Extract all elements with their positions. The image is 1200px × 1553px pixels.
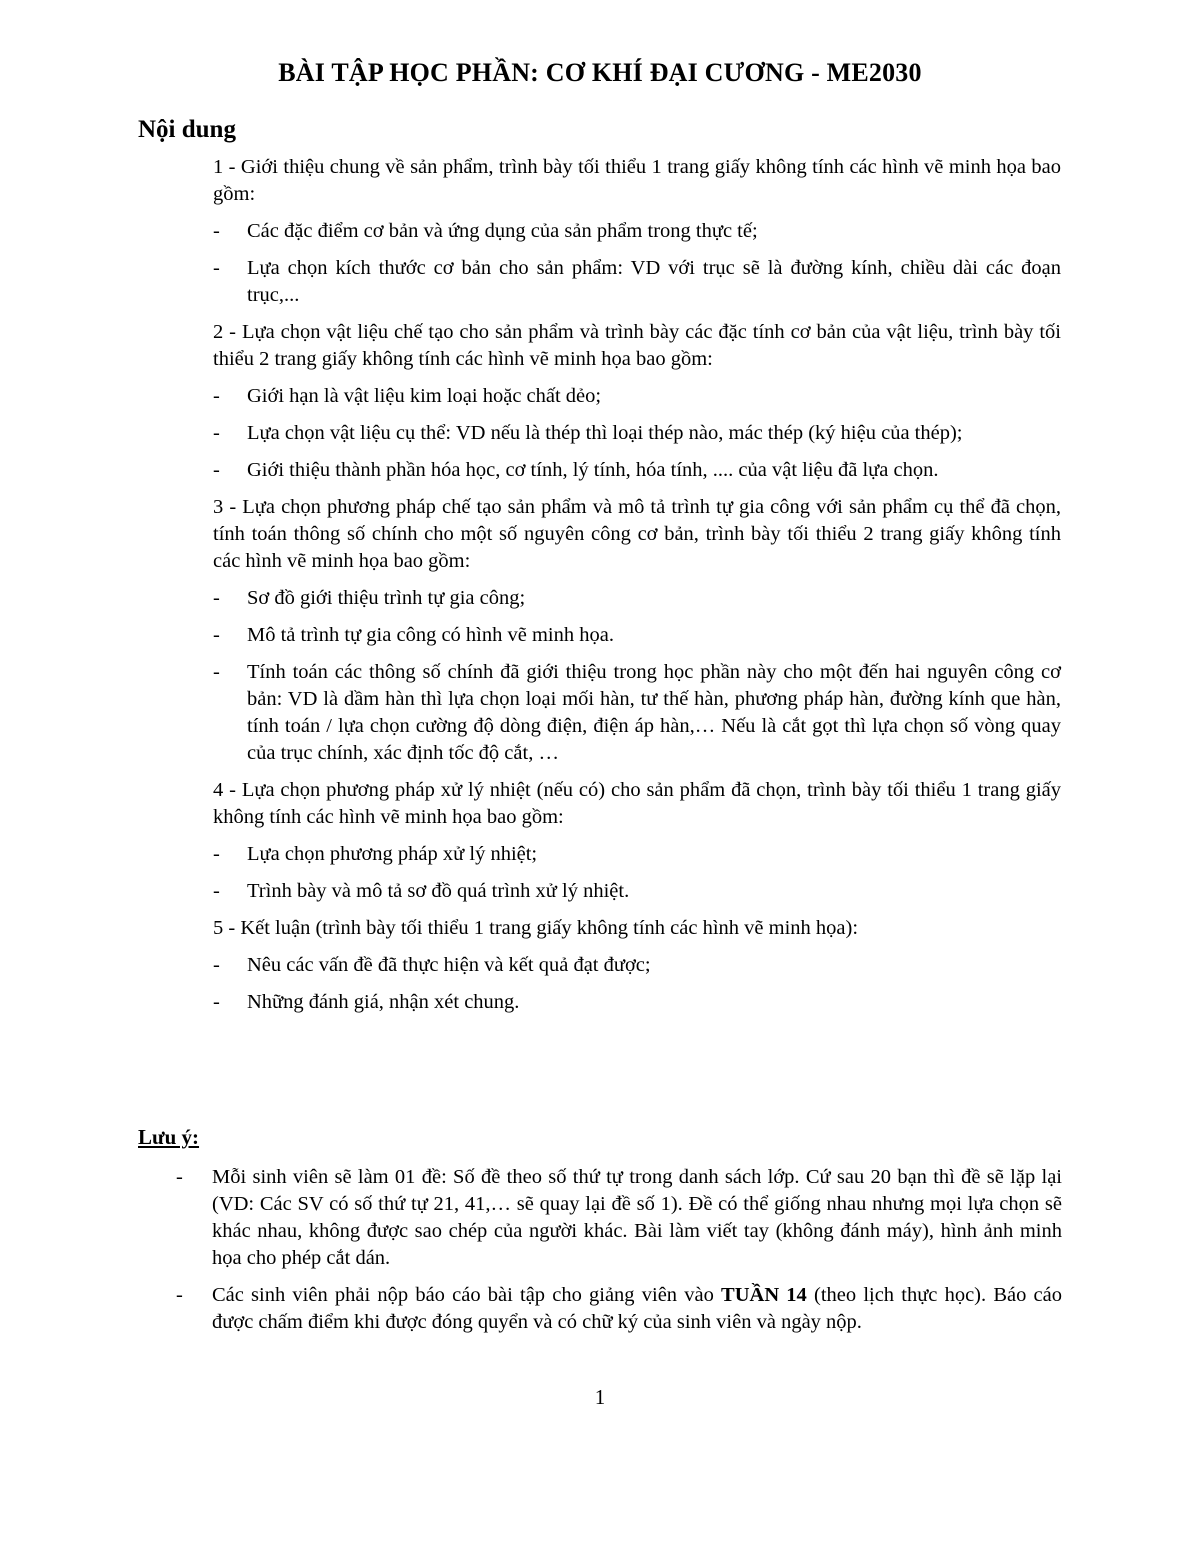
list-item	[213, 989, 1061, 1016]
bullet-dash: -	[213, 843, 220, 865]
list-item-text: Các đặc điểm cơ bản và ứng dụng của sản phẩm trong thực tế;	[247, 220, 758, 242]
note-item	[176, 1282, 1062, 1336]
bullet-dash: -	[213, 991, 220, 1013]
list-item	[213, 255, 1061, 309]
list-item-text: Mô tả trình tự gia công có hình vẽ minh họa.	[247, 624, 614, 646]
list-item	[213, 841, 1061, 868]
item-5-intro: 5 - Kết luận (trình bày tối thiểu 1 trang giấy không tính các hình vẽ minh họa):	[213, 917, 859, 939]
page-number: 1	[594, 1385, 606, 1409]
item-1-intro: 1 - Giới thiệu chung về sản phẩm, trình bày tối thiểu 1 trang giấy không tính các hình vẽ minh họa bao gồm:	[213, 156, 1061, 205]
list-item	[213, 952, 1061, 979]
note-text-part: Các sinh viên phải nộp báo cáo bài tập cho giảng viên vào	[212, 1284, 722, 1306]
bullet-dash: -	[213, 954, 220, 976]
item-2-intro: 2 - Lựa chọn vật liệu chế tạo cho sản phẩm và trình bày các đặc tính cơ bản của vật liệu, trình bày tối thiểu 2 trang giấy không tính các hình vẽ minh họa bao gồm:	[213, 321, 1061, 370]
deadline-week: TUẦN 14	[721, 1284, 807, 1306]
bullet-dash: -	[176, 1284, 183, 1306]
note-item	[176, 1164, 1062, 1272]
list-item-text: Lựa chọn vật liệu cụ thể: VD nếu là thép thì loại thép nào, mác thép (ký hiệu của thép);	[247, 422, 963, 444]
bullet-dash: -	[213, 385, 220, 407]
list-item-text: Lựa chọn kích thước cơ bản cho sản phẩm: VD với trục sẽ là đường kính, chiều dài các đoạn trục,...	[247, 257, 1061, 306]
note-text: Mỗi sinh viên sẽ làm 01 đề: Số đề theo số thứ tự trong danh sách lớp. Cứ sau 20 bạn thì đề sẽ lặp lại (VD: Các SV có số thứ tự 21, 41,… sẽ quay lại đề số 1). Đề có thể giống nhau nhưng mọi lựa chọn sẽ khác nhau, không được sao chép của người khác. Bài làm viết tay (không đánh máy), hình ảnh minh họa cho phép cắt dán.	[212, 1166, 1062, 1269]
list-item	[213, 659, 1061, 767]
list-item	[213, 383, 1061, 410]
item-3-intro: 3 - Lựa chọn phương pháp chế tạo sản phẩm và mô tả trình tự gia công với sản phẩm cụ thể đã chọn, tính toán thông số chính cho một số nguyên công cơ bản, trình bày tối thiểu 2 trang giấy không tính các hình vẽ minh họa bao gồm:	[213, 496, 1061, 572]
bullet-dash: -	[213, 422, 220, 444]
section-heading: Nội dung	[138, 116, 236, 143]
list-item	[213, 585, 1061, 612]
bullet-dash: -	[213, 257, 220, 279]
bullet-dash: -	[213, 880, 220, 902]
list-item	[213, 457, 1061, 484]
item-4-intro: 4 - Lựa chọn phương pháp xử lý nhiệt (nếu có) cho sản phẩm đã chọn, trình bày tối thiểu 1 trang giấy không tính các hình vẽ minh họa bao gồm:	[213, 779, 1061, 828]
list-item-text: Những đánh giá, nhận xét chung.	[247, 991, 520, 1013]
bullet-dash: -	[213, 587, 220, 609]
bullet-dash: -	[176, 1166, 183, 1188]
list-item	[213, 622, 1061, 649]
list-item	[213, 878, 1061, 905]
document-title: BÀI TẬP HỌC PHẦN: CƠ KHÍ ĐẠI CƯƠNG - ME2030	[278, 58, 922, 87]
list-item-text: Nêu các vấn đề đã thực hiện và kết quả đạt được;	[247, 954, 651, 976]
bullet-dash: -	[213, 661, 220, 683]
list-item-text: Tính toán các thông số chính đã giới thiệu trong học phần này cho một đến hai nguyên công cơ bản: VD là dầm hàn thì lựa chọn loại mối hàn, tư thế hàn, phương pháp hàn, đường kính que hàn, tính toán / lựa chọn cường độ dòng điện, điện áp hàn,… Nếu là cắt gọt thì lựa chọn số vòng quay của trục chính, xác định tốc độ cắt, …	[247, 661, 1061, 764]
list-item	[213, 420, 1061, 447]
list-item-text: Lựa chọn phương pháp xử lý nhiệt;	[247, 843, 538, 865]
notes-heading: Lưu ý:	[138, 1125, 200, 1149]
content-body	[213, 154, 1061, 1026]
bullet-dash: -	[213, 624, 220, 646]
bullet-dash: -	[213, 459, 220, 481]
list-item	[213, 218, 1061, 245]
list-item-text: Giới thiệu thành phần hóa học, cơ tính, lý tính, hóa tính, .... của vật liệu đã lựa chọn.	[247, 459, 939, 481]
list-item-text: Trình bày và mô tả sơ đồ quá trình xử lý nhiệt.	[247, 880, 630, 902]
notes-list	[176, 1164, 1062, 1346]
list-item-text: Giới hạn là vật liệu kim loại hoặc chất dẻo;	[247, 385, 602, 407]
bullet-dash: -	[213, 220, 220, 242]
note-text-part: (theo lịch thực học). Báo cáo được chấm điểm khi được đóng quyển và có chữ ký của sinh viên và ngày nộp.	[212, 1284, 1062, 1333]
list-item-text: Sơ đồ giới thiệu trình tự gia công;	[247, 587, 526, 609]
